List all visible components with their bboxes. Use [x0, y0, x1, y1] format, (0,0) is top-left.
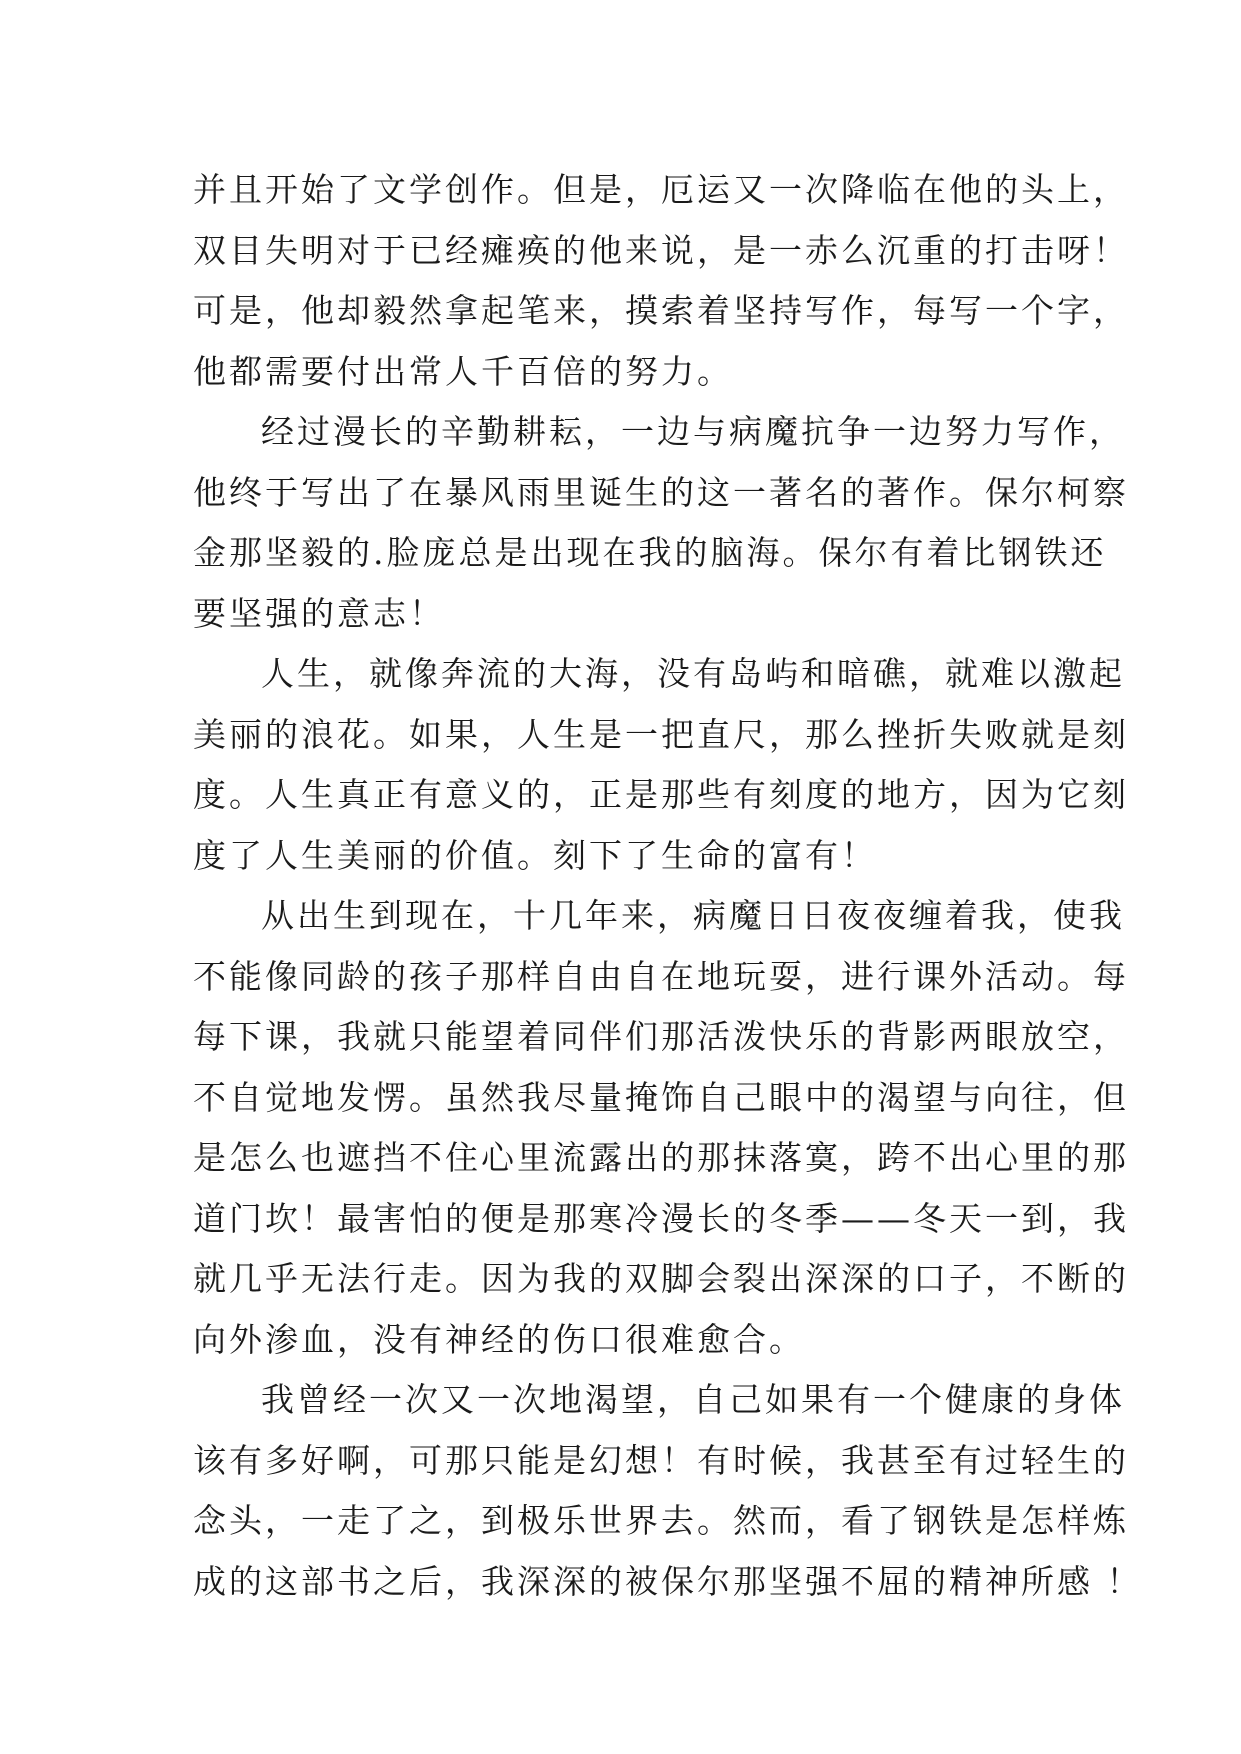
text-line: 向外渗血，没有神经的伤口很难愈合。	[193, 1319, 805, 1359]
paragraph-4	[193, 886, 1129, 1370]
text-line: 道门坎！最害怕的便是那寒冷漫长的冬季——冬天一到，我	[193, 1198, 1129, 1238]
text-line: 每下课，我就只能望着同伴们那活泼快乐的背影两眼放空，	[193, 1017, 1129, 1056]
document-body	[193, 160, 1143, 1612]
text-line: 念头，一走了之，到极乐世界去。然而，看了钢铁是怎样炼	[193, 1501, 1129, 1540]
text-line: 并且开始了文学创作。但是，厄运又一次降临在他的头上，	[193, 170, 1129, 209]
paragraph-5	[193, 1370, 1143, 1612]
text-line: 他终于写出了在暴风雨里诞生的这一著名的著作。保尔柯察	[193, 472, 1129, 512]
text-line: 人生，就像奔流的大海，没有岛屿和暗礁，就难以激起	[261, 654, 1125, 693]
paragraph-3	[193, 644, 1129, 886]
paragraph-1	[193, 160, 1129, 402]
text-line: 不自觉地发愣。虽然我尽量掩饰自己眼中的渴望与向往，但	[193, 1077, 1129, 1117]
text-line: 美丽的浪花。如果，人生是一把直尺，那么挫折失败就是刻	[193, 714, 1129, 754]
text-line: 可是，他却毅然拿起笔来，摸索着坚持写作，每写一个字，	[193, 291, 1129, 330]
text-line: 双目失明对于已经瘫痪的他来说，是一赤么沉重的打击呀！	[193, 230, 1129, 270]
paragraph-2	[193, 402, 1129, 644]
text-line: 度。人生真正有意义的，正是那些有刻度的地方，因为它刻	[193, 775, 1129, 814]
text-line: 他都需要付出常人千百倍的努力。	[193, 351, 733, 391]
text-line: 金那坚毅的.脸庞总是出现在我的脑海。保尔有着比钢铁还	[193, 533, 1107, 572]
text-line: 是怎么也遮挡不住心里流露出的那抹落寞，跨不出心里的那	[193, 1138, 1129, 1177]
text-line: 经过漫长的辛勤耕耘，一边与病魔抗争一边努力写作，	[261, 412, 1125, 451]
text-line: 从出生到现在，十几年来，病魔日日夜夜缠着我，使我	[261, 896, 1125, 935]
text-line: 度了人生美丽的价值。刻下了生命的富有！	[193, 835, 877, 875]
text-line: 要坚强的意志！	[193, 593, 445, 633]
text-line: 成的这部书之后，我深深的被保尔那坚强不屈的精神所感 ！	[193, 1561, 1143, 1601]
text-line: 就几乎无法行走。因为我的双脚会裂出深深的口子，不断的	[193, 1259, 1129, 1298]
text-line: 不能像同龄的孩子那样自由自在地玩耍，进行课外活动。每	[193, 956, 1129, 996]
text-line: 该有多好啊，可那只能是幻想！有时候，我甚至有过轻生的	[193, 1440, 1129, 1480]
text-line: 我曾经一次又一次地渴望，自己如果有一个健康的身体	[261, 1380, 1125, 1419]
